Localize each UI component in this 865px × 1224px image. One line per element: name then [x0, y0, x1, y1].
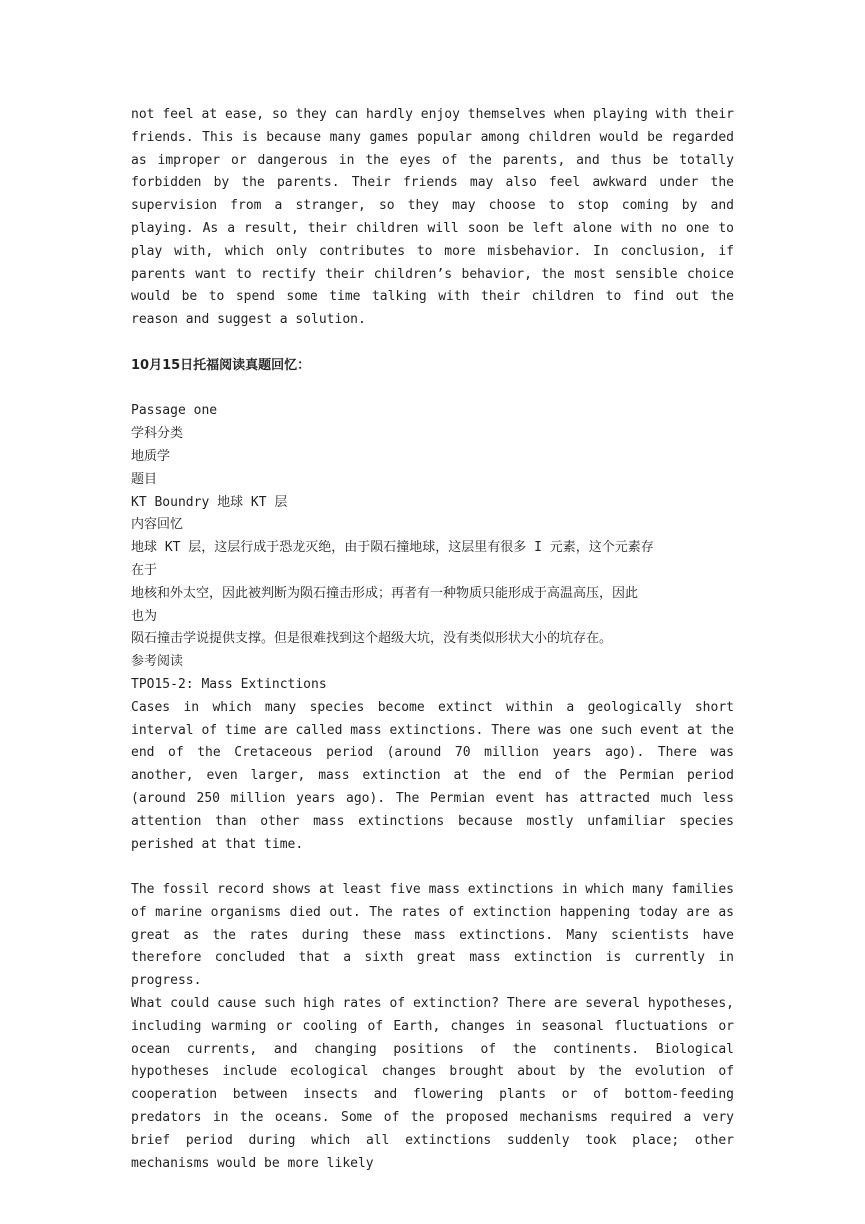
passage-label: Passage one [131, 403, 218, 419]
intro-paragraph: not feel at ease, so they can hardly enjoy themselves when playing with their friends. This is because many games popular among children would be regarded as improper or dangerous in the eyes of the parents, and thus be totally forbidden by the parents. Their friends may also feel awkward under the supervision from a stranger, so they may choose to stop coming by and playing. As a result, their children will soon be left alone with no one to play with, which only contributes to more misbehavior. In conclusion, if parents want to rectify their children’s behavior, the most sensible choice would be to spend some time talking with their children to find out the reason and suggest a solution. [131, 107, 734, 328]
recall-label: 内容回忆 [131, 517, 184, 533]
spacer [131, 332, 734, 355]
topic-label: 题目 [131, 471, 158, 487]
reference-label: 参考阅读 [131, 654, 184, 670]
document-page [131, 104, 734, 1175]
subject-label: 学科分类 [131, 426, 184, 442]
recall-line: 地核和外太空，因此被判断为陨石撞击形成；再者有一种物质只能形成于高温高压，因此 [131, 585, 639, 601]
subject-value: 地质学 [131, 448, 171, 464]
article-paragraph-2: The fossil record shows at least five mass extinctions in which many families of marine organisms died out. The rates of extinction happening today are as great as the rates during these mass extinctions. Many scientists have therefore concluded that a sixth great mass extinction is currently in progress. [131, 882, 734, 989]
spacer [131, 378, 734, 401]
article-paragraph-3: What could cause such high rates of extinction? There are several hypotheses, including warming or cooling of Earth, changes in seasonal fluctuations or ocean currents, and changing positions of the continents. Biological hypotheses include ecological changes brought about by the evolution of cooperation between insects and flowering plants or of bottom-feeding predators in the oceans. Some of the proposed mechanisms required a very brief period during which all extinctions suddenly took place; other mechanisms would be more likely [131, 996, 734, 1171]
topic-value: KT Boundry 地球 KT 层 [131, 494, 288, 510]
reference-title: TPO15-2: Mass Extinctions [131, 676, 327, 692]
recall-line: 也为 [131, 608, 158, 624]
section-heading: 10月15日托福阅读真题回忆： [131, 357, 311, 373]
recall-line: 在于 [131, 562, 158, 578]
recall-line: 陨石撞击学说提供支撑。但是很难找到这个超级大坑，没有类似形状大小的坑存在。 [131, 631, 613, 647]
article-paragraph-1: Cases in which many species become extinct within a geologically short interval of time are called mass extinctions. There was one such event at the end of the Cretaceous period (around 70 million years ago). There was another, even larger, mass extinction at the end of the Permian period (around 250 million years ago). The Permian event has attracted much less attention than other mass extinctions because mostly unfamiliar species perished at that time. [131, 699, 734, 852]
spacer [131, 856, 734, 879]
recall-line: 地球 KT 层，这层行成于恐龙灭绝，由于陨石撞地球，这层里有很多 I 元素，这个元素存 [131, 540, 654, 556]
